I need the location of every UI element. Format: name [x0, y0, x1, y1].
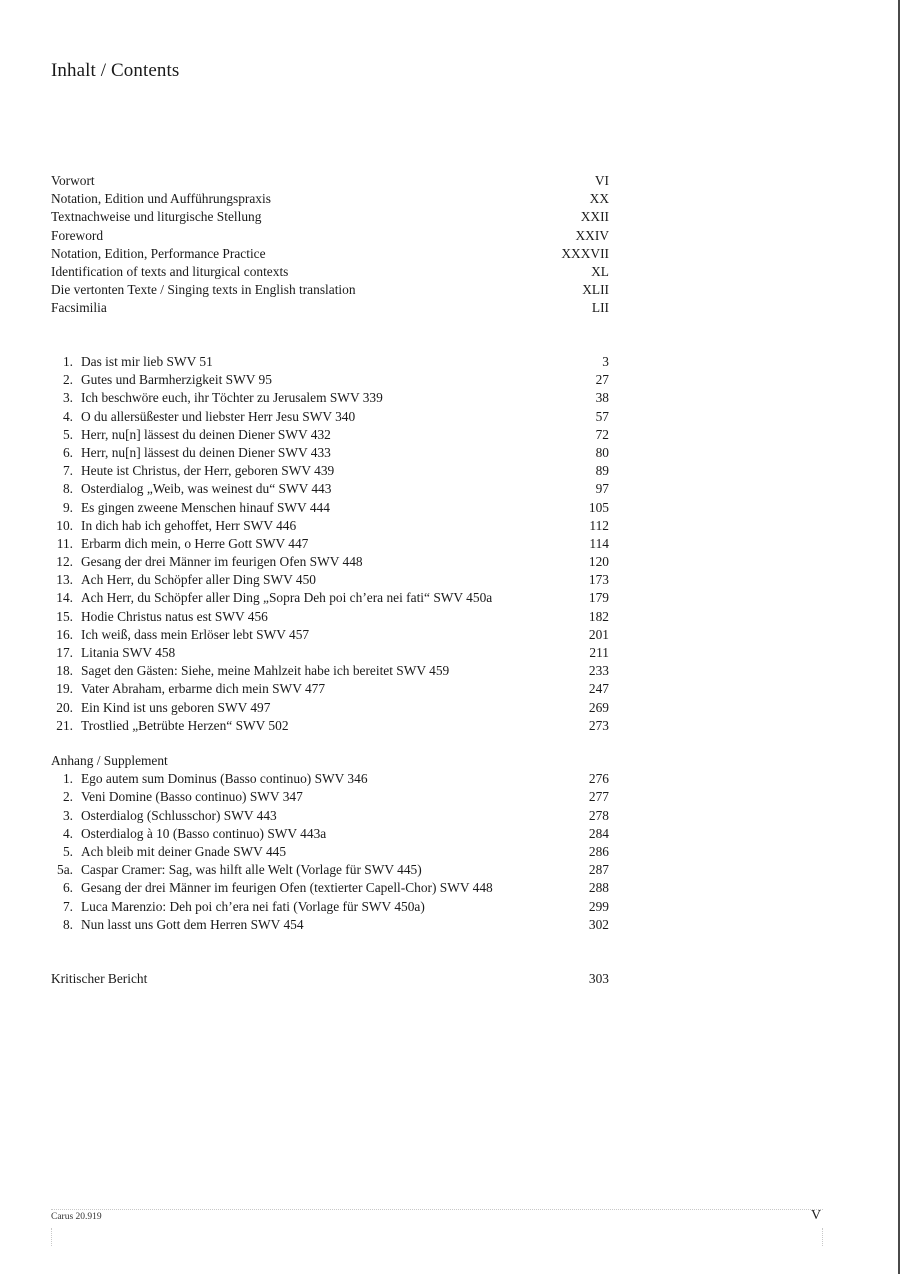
work-page: 173 — [588, 572, 609, 588]
front-matter-list — [51, 172, 609, 318]
supplement-entry — [51, 770, 609, 788]
toc-entry-title: Foreword — [51, 227, 104, 243]
work-page: 273 — [588, 717, 609, 733]
toc-entry — [51, 172, 609, 190]
supplement-page: 286 — [588, 843, 609, 859]
supplement-title: Nun lasst uns Gott dem Herren SWV 454 — [81, 916, 304, 932]
toc-entry-page: LII — [591, 300, 609, 316]
toc-entry-page: XX — [589, 191, 609, 207]
work-title: Ach Herr, du Schöpfer aller Ding „Sopra Deh poi ch’era nei fati“ SWV 450a — [81, 590, 493, 606]
work-title: Ich weiß, dass mein Erlöser lebt SWV 457 — [81, 626, 310, 642]
work-number: 15. — [56, 608, 73, 624]
supplement-entry — [51, 843, 609, 861]
work-entry — [51, 662, 609, 680]
work-title: Saget den Gästen: Siehe, meine Mahlzeit habe ich bereitet SWV 459 — [81, 663, 450, 679]
toc-entry — [51, 281, 609, 299]
work-page: 211 — [589, 645, 609, 660]
work-number: 9. — [62, 499, 73, 515]
work-title: Litania SWV 458 — [81, 645, 176, 660]
work-page: 97 — [595, 481, 609, 497]
work-number: 11. — [56, 535, 73, 551]
supplement-list — [51, 752, 609, 934]
toc-entry — [51, 263, 609, 281]
work-page: 114 — [589, 535, 609, 551]
footer-catalog-number: Carus 20.919 — [51, 1212, 102, 1222]
supplement-page: 299 — [588, 898, 609, 914]
work-entry — [51, 480, 609, 498]
work-page: 120 — [588, 554, 609, 570]
footer-crop-mark-right — [822, 1228, 823, 1246]
work-number: 5. — [62, 426, 73, 442]
work-page: 89 — [595, 463, 609, 479]
work-entry — [51, 553, 609, 571]
work-entry — [51, 389, 609, 407]
supplement-title: Ego autem sum Dominus (Basso continuo) SWV 346 — [81, 771, 368, 787]
work-page: 247 — [588, 681, 609, 697]
supplement-title: Luca Marenzio: Deh poi ch’era nei fati (Vorlage für SWV 450a) — [81, 898, 425, 914]
supplement-title: Osterdialog à 10 (Basso continuo) SWV 443a — [81, 825, 327, 841]
work-entry — [51, 535, 609, 553]
toc-entry-page: VI — [594, 173, 609, 188]
work-title: Ich beschwöre euch, ihr Töchter zu Jerusalem SWV 339 — [81, 390, 383, 406]
work-number: 1. — [62, 354, 73, 369]
work-title: Vater Abraham, erbarme dich mein SWV 477 — [81, 681, 326, 697]
work-number: 3. — [62, 390, 73, 406]
supplement-number: 1. — [62, 771, 73, 787]
toc-entry-title: Identification of texts and liturgical contexts — [51, 263, 289, 279]
work-number: 6. — [62, 444, 73, 460]
footer-crop-mark-left — [51, 1228, 52, 1246]
work-entry — [51, 517, 609, 535]
supplement-page: 277 — [588, 789, 609, 805]
work-title: Erbarm dich mein, o Herre Gott SWV 447 — [81, 535, 309, 551]
work-number: 13. — [56, 572, 73, 588]
toc-entry — [51, 190, 609, 208]
work-title: Ein Kind ist uns geboren SWV 497 — [81, 699, 271, 715]
work-title: Das ist mir lieb SWV 51 — [81, 354, 213, 369]
toc-entry-title: Vorwort — [51, 173, 95, 188]
work-entry — [51, 353, 609, 371]
supplement-page: 288 — [588, 880, 609, 896]
work-page: 233 — [588, 663, 609, 679]
works-list — [51, 353, 609, 735]
report-entry — [51, 970, 609, 988]
work-title: Ach Herr, du Schöpfer aller Ding SWV 450 — [81, 572, 316, 588]
toc-entry-page: XXXVII — [561, 245, 609, 261]
supplement-heading: Anhang / Supplement — [51, 753, 168, 768]
work-entry — [51, 589, 609, 607]
work-page: 80 — [595, 444, 609, 460]
work-number: 10. — [56, 517, 73, 533]
report-entry-block — [51, 970, 609, 988]
work-number: 7. — [62, 463, 73, 479]
toc-entry-page: XXIV — [575, 227, 609, 243]
page-title: Inhalt / Contents — [51, 60, 180, 81]
work-entry — [51, 699, 609, 717]
work-title: In dich hab ich gehoffet, Herr SWV 446 — [81, 517, 297, 533]
supplement-title: Caspar Cramer: Sag, was hilft alle Welt (Vorlage für SWV 445) — [81, 862, 422, 878]
work-page: 112 — [589, 517, 609, 533]
footer-rule — [51, 1209, 823, 1210]
work-number: 12. — [56, 554, 73, 570]
work-title: Es gingen zweene Menschen hinauf SWV 444 — [81, 499, 330, 515]
work-entry — [51, 444, 609, 462]
work-number: 4. — [62, 408, 73, 424]
work-entry — [51, 571, 609, 589]
work-number: 8. — [62, 481, 73, 497]
footer-page-number: V — [811, 1208, 822, 1223]
work-title: Gutes und Barmherzigkeit SWV 95 — [81, 372, 272, 388]
supplement-number: 3. — [62, 807, 73, 823]
supplement-title: Osterdialog (Schlusschor) SWV 443 — [81, 807, 277, 823]
supplement-entry — [51, 825, 609, 843]
work-number: 17. — [56, 645, 73, 660]
supplement-number: 4. — [62, 825, 73, 841]
work-title: Gesang der drei Männer im feurigen Ofen SWV 448 — [81, 554, 363, 570]
work-page: 38 — [595, 390, 609, 406]
work-title: Herr, nu[n] lässest du deinen Diener SWV 432 — [81, 426, 331, 442]
work-title: Hodie Christus natus est SWV 456 — [81, 608, 268, 624]
work-page: 201 — [588, 626, 609, 642]
report-title: Kritischer Bericht — [51, 971, 148, 986]
work-page: 269 — [588, 699, 609, 715]
work-title: Heute ist Christus, der Herr, geboren SWV 439 — [81, 463, 335, 479]
supplement-page: 276 — [588, 771, 609, 787]
toc-entry-title: Notation, Edition, Performance Practice — [51, 245, 266, 261]
toc-entry-title: Die vertonten Texte / Singing texts in English translation — [51, 282, 356, 298]
supplement-title: Gesang der drei Männer im feurigen Ofen (textierter Capell-Chor) SWV 448 — [81, 880, 493, 896]
work-entry — [51, 644, 609, 662]
work-page: 57 — [595, 408, 609, 424]
toc-entry-title: Textnachweise und liturgische Stellung — [51, 209, 262, 225]
work-number: 18. — [56, 663, 73, 679]
supplement-page: 302 — [588, 916, 609, 932]
supplement-page: 278 — [588, 807, 609, 823]
work-entry — [51, 717, 609, 735]
supplement-entry — [51, 861, 609, 879]
work-title: Herr, nu[n] lässest du deinen Diener SWV 433 — [81, 444, 331, 460]
work-entry — [51, 680, 609, 698]
work-title: Osterdialog „Weib, was weinest du“ SWV 443 — [81, 481, 332, 497]
work-entry — [51, 626, 609, 644]
work-number: 19. — [56, 681, 73, 697]
report-page: 303 — [588, 971, 609, 986]
work-page: 182 — [588, 608, 609, 624]
supplement-page: 284 — [588, 825, 609, 841]
supplement-number: 5a. — [57, 862, 73, 878]
toc-entry-page: XL — [591, 263, 609, 279]
work-page: 3 — [602, 354, 609, 369]
toc-entry — [51, 299, 609, 317]
supplement-entry — [51, 879, 609, 897]
work-entry — [51, 499, 609, 517]
work-title: Trostlied „Betrübte Herzen“ SWV 502 — [81, 717, 289, 733]
work-number: 16. — [56, 626, 73, 642]
toc-entry — [51, 227, 609, 245]
supplement-title: Ach bleib mit deiner Gnade SWV 445 — [81, 843, 287, 859]
work-page: 27 — [595, 372, 609, 388]
work-entry — [51, 426, 609, 444]
supplement-number: 5. — [62, 843, 73, 859]
supplement-number: 2. — [62, 789, 73, 805]
toc-entry-page: XLII — [582, 282, 609, 298]
work-number: 20. — [56, 699, 73, 715]
work-entry — [51, 462, 609, 480]
supplement-number: 8. — [62, 916, 73, 932]
supplement-entry — [51, 898, 609, 916]
supplement-entry — [51, 807, 609, 825]
work-page: 179 — [588, 590, 609, 606]
supplement-entry — [51, 916, 609, 934]
work-entry — [51, 608, 609, 626]
toc-entry-title: Facsimilia — [51, 300, 107, 316]
supplement-number: 6. — [62, 880, 73, 896]
work-entry — [51, 408, 609, 426]
toc-entry — [51, 245, 609, 263]
work-page: 105 — [588, 499, 609, 515]
supplement-title: Veni Domine (Basso continuo) SWV 347 — [81, 789, 303, 805]
work-number: 2. — [62, 372, 73, 388]
toc-entry — [51, 208, 609, 226]
work-title: O du allersüßester und liebster Herr Jesu SWV 340 — [81, 408, 356, 424]
supplement-number: 7. — [62, 898, 73, 914]
work-page: 72 — [595, 426, 609, 442]
work-number: 21. — [56, 717, 73, 733]
toc-entry-title: Notation, Edition und Aufführungspraxis — [51, 191, 271, 207]
supplement-entry — [51, 788, 609, 806]
toc-entry-page: XXII — [580, 209, 609, 225]
supplement-page: 287 — [588, 862, 609, 878]
work-number: 14. — [56, 590, 73, 606]
work-entry — [51, 371, 609, 389]
